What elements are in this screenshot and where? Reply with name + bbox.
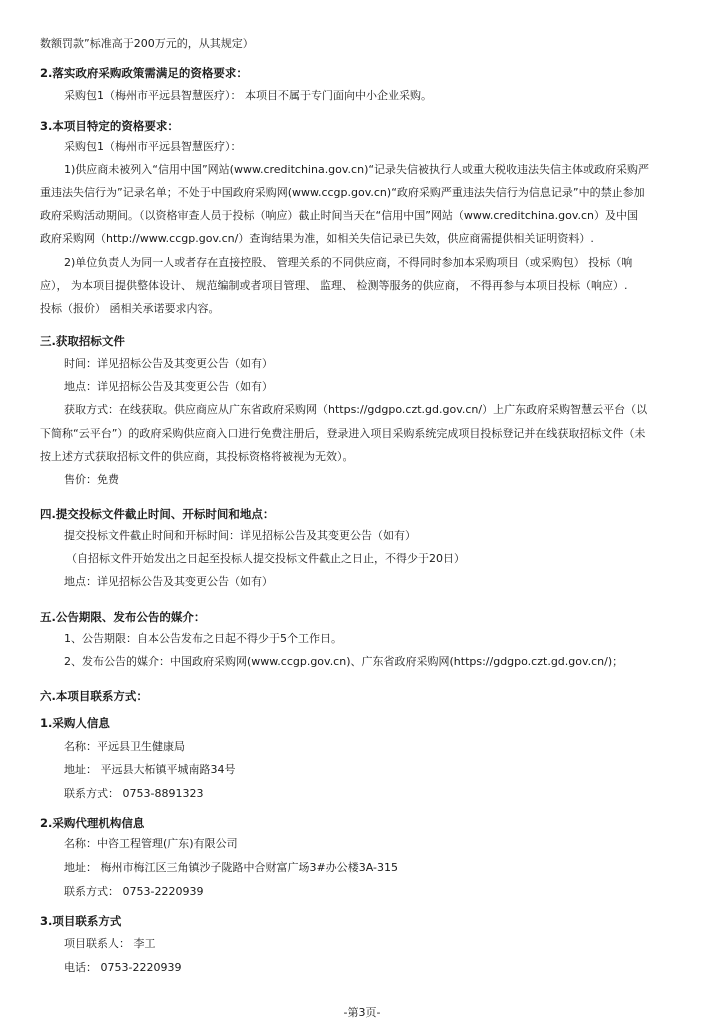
requirement-2-line-2: 应）， 为本项目提供整体设计、 规范编制或者项目管理、 监理、 检测等服务的供应商， 不得再参与本项目投标（响应）.	[40, 279, 628, 292]
requirement-1-line-3: 政府采购活动期间。（以资格审查人员于投标（响应）截止时间当天在“信用中国”网站（www.creditchina.gov.cn）及中国	[40, 209, 638, 222]
agent-heading: 2.采购代理机构信息	[40, 816, 145, 830]
submission-heading: 四.提交投标文件截止时间、开标时间和地点：	[40, 507, 275, 521]
requirement-1-line-1: 1)供应商未被列入“信用中国”网站(www.creditchina.gov.cn)“记录失信被执行人或重大税收违法失信主体或政府采购严	[64, 163, 650, 176]
announcement-period: 1、公告期限：自本公告发布之日起不得少于5个工作日。	[64, 632, 342, 645]
get-docs-price: 售价：免费	[64, 473, 119, 486]
requirement-2-line-1: 2)单位负责人为同一人或者存在直接控股、 管理关系的不同供应商，不得同时参加本采购项目（或采购包） 投标（响	[64, 256, 633, 269]
agent-name: 名称：中咨工程管理(广东)有限公司	[64, 837, 238, 850]
announcement-heading: 五.公告期限、发布公告的媒介：	[40, 610, 206, 624]
requirement-1-line-2: 重违法失信行为”记录名单；不处于中国政府采购网(www.ccgp.gov.cn)“政府采购严重违法失信行为信息记录”中的禁止参加	[40, 186, 645, 199]
project-contact-phone: 电话： 0753-2220939	[64, 961, 182, 974]
project-contact-person: 项目联系人： 李工	[64, 937, 156, 950]
section-2-text: 采购包1（梅州市平远县智慧医疗）： 本项目不属于专门面向中小企业采购。	[64, 89, 432, 102]
requirement-2-line-3: 投标（报价） 函相关承诺要求内容。	[40, 302, 220, 315]
buyer-heading: 1.采购人信息	[40, 716, 110, 730]
announcement-media: 2、发布公告的媒介：中国政府采购网(www.ccgp.gov.cn)、广东省政府采购网(https://gdgpo.czt.gd.gov.cn/)；	[64, 655, 624, 668]
get-docs-time: 时间：详见招标公告及其变更公告（如有）	[64, 357, 273, 370]
contact-heading: 六.本项目联系方式：	[40, 689, 148, 703]
get-docs-method-line-3: 按上述方式获取招标文件的供应商，其投标资格将被视为无效）。	[40, 450, 354, 463]
section-2-heading: 2.落实政府采购政策需满足的资格要求：	[40, 66, 248, 80]
get-docs-heading: 三.获取招标文件	[40, 334, 125, 348]
project-contact-heading: 3.项目联系方式	[40, 914, 122, 928]
submission-place: 地点：详见招标公告及其变更公告（如有）	[64, 575, 273, 588]
buyer-address: 地址： 平远县大柘镇平城南路34号	[64, 763, 236, 776]
get-docs-place: 地点：详见招标公告及其变更公告（如有）	[64, 380, 273, 393]
previous-section-tail: 数额罚款”标准高于200万元的，从其规定）	[40, 37, 254, 50]
buyer-name: 名称：平远县卫生健康局	[64, 740, 185, 753]
agent-phone: 联系方式： 0753-2220939	[64, 885, 204, 898]
section-3-heading: 3.本项目特定的资格要求：	[40, 119, 179, 133]
agent-address: 地址： 梅州市梅江区三角镇沙子陇路中合财富广场3#办公楼3A-315	[64, 861, 398, 874]
page-number: -第3页-	[343, 1006, 381, 1019]
section-3-package: 采购包1（梅州市平远县智慧医疗）：	[64, 140, 242, 153]
requirement-1-line-4: 政府采购网（http://www.ccgp.gov.cn/）查询结果为准，如相关失信记录已失效，供应商需提供相关证明资料）.	[40, 232, 594, 245]
get-docs-method-line-1: 获取方式：在线获取。供应商应从广东省政府采购网（https://gdgpo.czt.gd.gov.cn/）上广东政府采购智慧云平台（以	[64, 403, 648, 416]
get-docs-method-line-2: 下简称“云平台”）的政府采购供应商入口进行免费注册后，登录进入项目采购系统完成项目投标登记并在线获取招标文件（未	[40, 427, 646, 440]
submission-deadline: 提交投标文件截止时间和开标时间：详见招标公告及其变更公告（如有）	[64, 529, 416, 542]
buyer-phone: 联系方式： 0753-8891323	[64, 787, 204, 800]
submission-note: （自招标文件开始发出之日起至投标人提交投标文件截止之日止，不得少于20日）	[66, 552, 465, 565]
